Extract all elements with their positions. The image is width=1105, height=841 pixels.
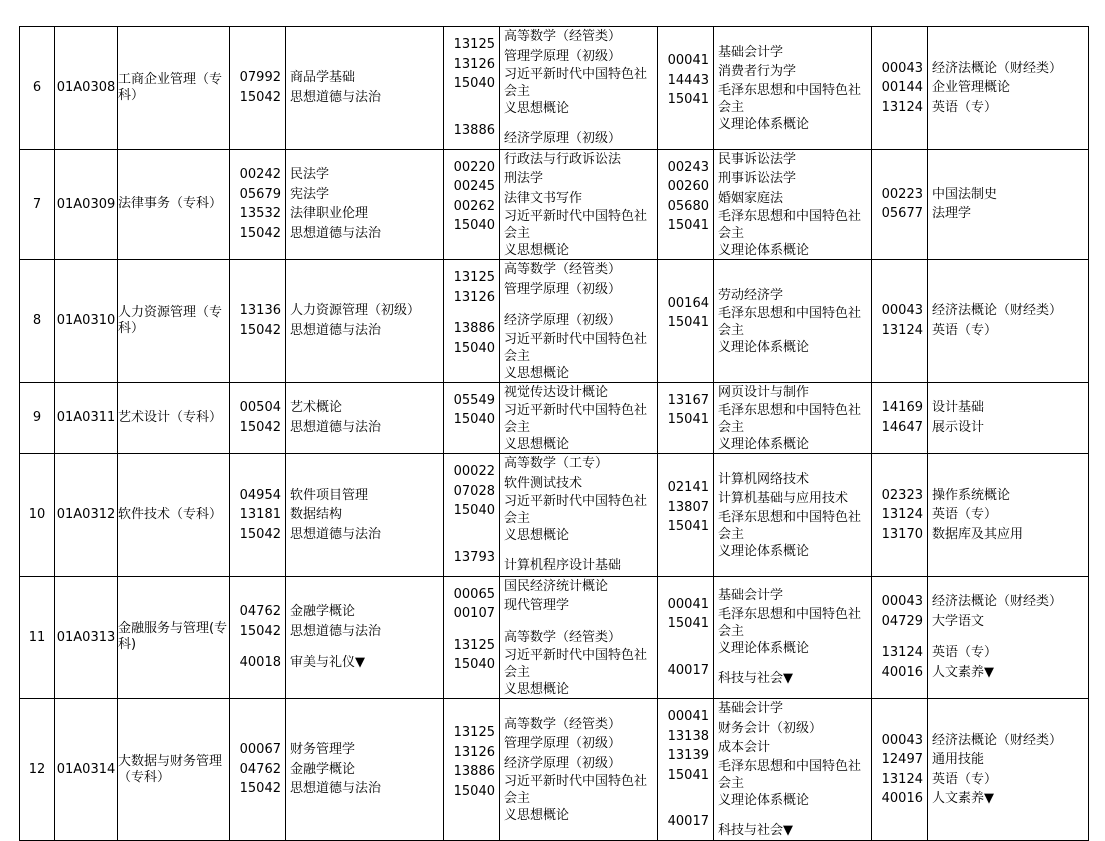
spacer [658,800,713,812]
course-name: 毛泽东思想和中国特色社会主 义理论体系概论 [718,403,862,452]
spacer [444,801,499,816]
course-name: 思想道德与法治 [290,89,382,105]
course-name: 高等数学（经管类） [504,29,622,44]
course-code-cell [658,576,714,699]
course-name: 人文素养▼ [932,664,994,680]
course-name-cell [500,260,658,383]
spacer [714,657,871,669]
course-code: 15040 [453,340,495,356]
course-code: 00041 [667,709,709,725]
course-code: 15041 [667,767,709,783]
course-name-cell [286,149,444,260]
spacer [658,333,713,348]
course-code: 15041 [667,315,709,331]
course-name: 高等数学（工专） [504,456,609,471]
course-code: 15042 [239,781,281,797]
course-name: 刑事诉讼法学 [718,171,797,186]
course-name: 软件测试技术 [504,475,583,491]
course-code: 40017 [667,662,709,678]
major-name: 大数据与财务管理（专科） [118,699,230,841]
course-code: 13136 [239,303,281,319]
course-code: 00260 [667,179,709,195]
major-code: 01A0309 [55,149,118,260]
course-name-cell [928,454,1089,577]
table-row [20,576,1089,699]
course-code: 13886 [453,122,495,138]
course-name-cell [928,382,1089,454]
course-name: 金融学概论 [290,761,356,777]
spacer [500,544,657,556]
spacer [658,537,713,552]
course-name: 高等数学（经管类） [504,716,622,732]
course-code: 13170 [881,526,923,542]
course-name: 法律职业伦理 [290,206,369,222]
course-name-cell [500,382,658,454]
course-name: 习近平新时代中国特色社会主 义思想概论 [504,648,648,697]
spacer [444,109,499,121]
course-name: 思想道德与法治 [290,781,382,797]
course-name: 经济法概论（财经类） [932,594,1063,610]
course-code: 40016 [881,664,923,680]
course-code: 15040 [453,76,495,92]
course-name: 习近平新时代中国特色社会主 义思想概论 [504,774,648,824]
course-name: 高等数学（经管类） [504,262,622,277]
spacer [444,675,499,690]
course-code-cell [872,454,928,577]
course-code-cell [230,576,286,699]
course-name: 习近平新时代中国特色社会主 义思想概论 [504,209,648,258]
course-name: 展示设计 [932,419,985,435]
course-name: 毛泽东思想和中国特色社会主 义理论体系概论 [718,82,862,132]
course-code: 00041 [667,596,709,612]
major-code: 01A0314 [55,699,118,841]
spacer [658,430,713,445]
spacer [500,616,657,628]
course-name: 网页设计与制作 [718,384,810,400]
course-code: 15041 [667,92,709,107]
course-name: 基础会计学 [718,44,784,60]
course-code: 07992 [239,70,281,86]
course-name-cell [714,260,872,383]
course-code-cell [872,260,928,383]
course-code: 15042 [239,225,281,241]
course-code: 40018 [239,655,281,670]
spacer [658,649,713,661]
spacer [444,430,499,445]
course-code-cell [230,454,286,577]
course-name: 金融学概论 [290,604,356,619]
course-code: 13886 [453,764,495,779]
course-name: 毛泽东思想和中国特色社会主 义理论体系概论 [718,606,862,656]
course-code: 13181 [239,507,281,522]
course-name-cell [714,27,872,150]
major-name: 软件技术（专科） [118,454,230,577]
course-name-cell [500,699,658,841]
course-code: 05679 [239,186,281,202]
course-name: 思想道德与法治 [290,623,382,639]
course-code-cell [444,576,500,699]
spacer [444,536,499,548]
spacer [500,117,657,129]
course-name-cell [714,576,872,699]
course-code-cell [230,382,286,454]
course-name: 基础会计学 [718,588,784,604]
course-code: 13126 [453,744,495,760]
spacer [714,809,871,821]
course-name: 经济法概论（财经类） [932,60,1063,76]
course-name-cell [286,576,444,699]
course-code: 40016 [881,791,923,806]
course-code: 13124 [881,322,923,338]
course-code: 00164 [667,295,709,311]
course-name: 财务管理学 [290,742,356,758]
course-code: 00067 [239,742,281,758]
course-name: 经济法概论（财经类） [932,303,1063,319]
course-name: 英语（专） [932,645,998,661]
course-name: 思想道德与法治 [290,225,382,241]
table-row [20,27,1089,150]
course-code: 00065 [453,586,495,602]
course-code: 00043 [881,60,923,76]
course-code: 05680 [667,198,709,214]
course-code: 13125 [453,725,495,740]
course-code: 15041 [667,218,709,234]
course-name: 毛泽东思想和中国特色社会主 义理论体系概论 [718,306,862,355]
major-name: 艺术设计（专科） [118,382,230,454]
course-name: 中国法制史 [932,186,998,202]
course-name: 民法学 [290,167,330,183]
course-name: 毛泽东思想和中国特色社会主 义理论体系概论 [718,758,862,808]
course-name: 英语（专） [932,507,998,522]
course-code: 00243 [667,159,709,175]
table-row [20,260,1089,383]
course-code: 13125 [453,270,495,286]
course-code: 04954 [239,487,281,503]
major-code: 01A0311 [55,382,118,454]
course-code: 02323 [881,487,923,503]
course-name: 视觉传达设计概论 [504,384,609,400]
spacer [444,94,499,109]
course-name: 习近平新时代中国特色社会主 义思想概论 [504,67,648,116]
major-code: 01A0308 [55,27,118,150]
spacer [928,631,1088,643]
course-name: 数据结构 [290,507,343,522]
course-name: 经济学原理（初级） [504,755,622,771]
course-code: 15042 [239,322,281,338]
course-name-cell [286,699,444,841]
major-code: 01A0310 [55,260,118,383]
course-name: 消费者行为学 [718,64,797,80]
course-code: 15040 [453,783,495,799]
course-name-cell [928,576,1089,699]
course-name: 国民经济统计概论 [504,578,609,594]
course-code-cell [872,699,928,841]
exam-course-table [19,26,1089,841]
course-name: 通用技能 [932,752,985,767]
course-name: 企业管理概论 [932,80,1011,95]
course-name: 管理学原理（初级） [504,281,622,297]
course-code: 07028 [453,483,495,499]
row-number: 10 [20,454,55,577]
course-code-cell [658,382,714,454]
course-code: 13167 [667,392,709,408]
course-name: 现代管理学 [504,598,570,613]
row-number: 7 [20,149,55,260]
course-code: 00022 [453,464,495,480]
course-name: 人力资源管理（初级） [290,303,421,319]
course-code: 13125 [453,37,495,53]
course-name: 毛泽东思想和中国特色社会主 义理论体系概论 [718,209,862,258]
course-name: 宪法学 [290,186,330,202]
course-name-cell [286,27,444,150]
course-name-cell [928,27,1089,150]
course-code: 00041 [667,53,709,68]
course-code: 15040 [453,218,495,234]
course-name-cell [500,454,658,577]
course-code-cell [444,149,500,260]
course-code: 15042 [239,526,281,542]
course-code: 13793 [453,549,495,565]
course-code: 12497 [881,752,923,767]
course-name-cell [500,27,658,150]
course-name: 思想道德与法治 [290,322,382,338]
course-name-cell [714,454,872,577]
course-name: 管理学原理（初级） [504,736,622,752]
course-code-cell [658,454,714,577]
course-name: 婚姻家庭法 [718,190,784,206]
course-code: 13124 [881,645,923,661]
course-code: 00223 [881,186,923,202]
course-code-cell [872,27,928,150]
course-name: 软件项目管理 [290,487,369,503]
course-code: 05549 [453,392,495,408]
course-name: 法理学 [932,206,972,222]
course-code: 13126 [453,289,495,305]
course-name: 经济法概论（财经类） [932,732,1063,748]
table-row [20,149,1089,260]
spacer [500,299,657,311]
course-code: 15042 [239,419,281,435]
course-name-cell [928,699,1089,841]
course-code: 13124 [881,771,923,787]
course-code-cell [230,149,286,260]
course-name: 操作系统概论 [932,487,1011,503]
course-code: 15041 [667,519,709,534]
course-code: 04729 [881,613,923,629]
spacer [658,110,713,125]
course-code-cell [658,260,714,383]
course-code-cell [444,27,500,150]
row-number: 8 [20,260,55,383]
course-code: 14169 [881,400,923,416]
course-code: 13124 [881,507,923,522]
course-code: 40017 [667,814,709,830]
course-name-cell [286,382,444,454]
course-name: 大学语文 [932,613,985,629]
course-name: 行政法与行政诉讼法 [504,151,622,167]
spacer [658,634,713,649]
spacer [230,641,285,653]
course-name: 刑法学 [504,171,544,186]
course-name: 法律文书写作 [504,190,583,206]
course-name-cell [500,149,658,260]
course-code: 04762 [239,604,281,619]
table-row [20,382,1089,454]
course-name: 科技与社会▼ [718,670,793,686]
course-name: 人文素养▼ [932,791,994,806]
course-name-cell [286,260,444,383]
course-code-cell [230,260,286,383]
course-name: 财务会计（初级） [718,720,823,736]
spacer [658,236,713,251]
major-name: 金融服务与管理(专科) [118,576,230,699]
course-name: 英语（专） [932,322,998,338]
course-code-cell [872,576,928,699]
course-code: 00262 [453,198,495,214]
major-code: 01A0313 [55,576,118,699]
course-name: 英语（专） [932,99,998,115]
major-name: 法律事务（专科） [118,149,230,260]
spacer [444,358,499,373]
course-name-cell [714,382,872,454]
spacer [658,785,713,800]
course-code: 13124 [881,99,923,115]
course-code: 15041 [667,412,709,428]
course-code: 05677 [881,206,923,222]
course-name: 计算机基础与应用技术 [718,491,849,507]
table-row [20,699,1089,841]
course-name-cell [928,149,1089,260]
course-code: 13138 [667,728,709,744]
course-name-cell [286,454,444,577]
spacer [444,521,499,536]
course-code-cell [658,149,714,260]
course-code: 15041 [667,616,709,631]
course-name-cell [714,149,872,260]
course-name: 习近平新时代中国特色社会主 义思想概论 [504,494,648,543]
course-name: 商品学基础 [290,70,356,86]
course-name: 计算机程序设计基础 [504,558,622,573]
course-name: 成本会计 [718,740,771,755]
course-name: 劳动经济学 [718,287,784,303]
row-number: 11 [20,576,55,699]
course-name: 审美与礼仪▼ [290,655,365,670]
course-code-cell [444,260,500,383]
course-name: 习近平新时代中国特色社会主 义思想概论 [504,331,648,381]
course-code: 13125 [453,637,495,653]
course-code: 13886 [453,321,495,337]
course-code-cell [230,699,286,841]
course-code-cell [230,27,286,150]
course-name-cell [714,699,872,841]
course-name: 英语（专） [932,771,998,787]
course-name: 艺术概论 [290,400,343,416]
table-row [20,454,1089,577]
course-name: 思想道德与法治 [290,419,382,435]
course-name: 思想道德与法治 [290,526,382,542]
course-code-cell [658,699,714,841]
course-name: 设计基础 [932,400,985,416]
course-code: 15042 [239,89,281,105]
row-number: 6 [20,27,55,150]
course-name: 习近平新时代中国特色社会主 义思想概论 [504,403,648,452]
course-code: 15040 [453,657,495,673]
course-name: 基础会计学 [718,701,784,716]
course-code: 00107 [453,606,495,622]
course-code: 14647 [881,419,923,435]
course-code-cell [658,27,714,150]
course-name: 科技与社会▼ [718,822,793,838]
course-code: 00245 [453,179,495,195]
course-name: 数据库及其应用 [932,526,1024,542]
course-name: 民事诉讼法学 [718,151,797,167]
course-code-cell [872,382,928,454]
course-code: 02141 [667,480,709,495]
row-number: 12 [20,699,55,841]
spacer [444,624,499,636]
course-code: 04762 [239,761,281,777]
major-code: 01A0312 [55,454,118,577]
course-code: 15042 [239,623,281,639]
course-code: 13807 [667,499,709,515]
course-code: 00144 [881,80,923,95]
course-code: 00220 [453,159,495,175]
spacer [286,641,443,653]
course-name: 经济学原理（初级） [504,313,622,328]
row-number: 9 [20,382,55,454]
spacer [872,631,927,643]
course-code: 00242 [239,167,281,183]
course-code: 00043 [881,303,923,319]
course-code-cell [872,149,928,260]
course-name: 毛泽东思想和中国特色社会主 义理论体系概论 [718,509,862,559]
course-code: 13139 [667,748,709,764]
course-code: 14443 [667,72,709,88]
course-name-cell [500,576,658,699]
course-code: 13532 [239,206,281,222]
course-code: 15040 [453,503,495,519]
course-name: 管理学原理（初级） [504,48,622,64]
course-name-cell [928,260,1089,383]
course-code: 00504 [239,400,281,416]
course-name: 计算机网络技术 [718,471,810,487]
course-code: 15040 [453,412,495,428]
spacer [444,236,499,251]
spacer [444,307,499,319]
course-name: 高等数学（经管类） [504,629,622,645]
course-code: 13126 [453,56,495,72]
course-code-cell [444,454,500,577]
course-name: 经济学原理（初级） [504,131,622,146]
course-code: 00043 [881,594,923,610]
course-code-cell [444,699,500,841]
course-code: 00043 [881,732,923,748]
course-code-cell [444,382,500,454]
major-name: 工商企业管理（专科） [118,27,230,150]
major-name: 人力资源管理（专科） [118,260,230,383]
